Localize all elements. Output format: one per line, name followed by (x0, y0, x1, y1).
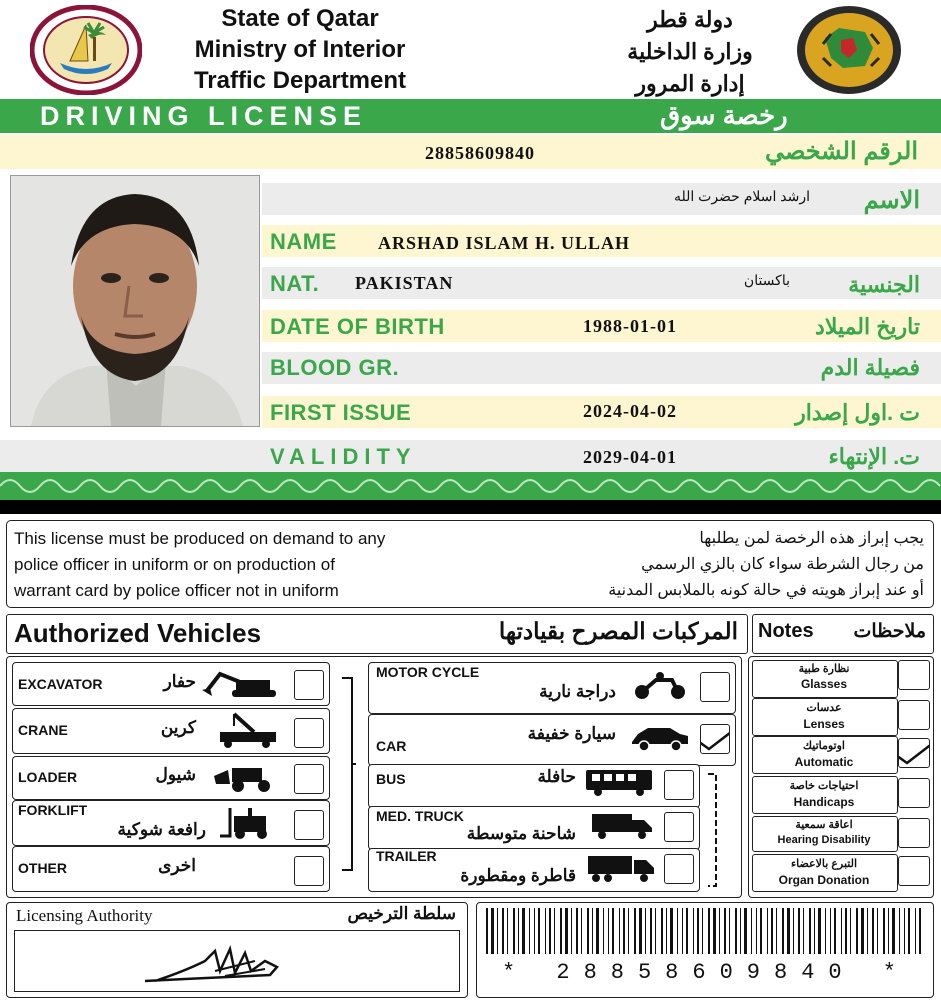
notes-title: Notes (758, 620, 814, 642)
name-value: ARSHAD ISLAM H. ULLAH (378, 233, 631, 253)
vehicle-checkbox[interactable] (294, 764, 324, 794)
signature-icon (15, 931, 459, 991)
issue-label-ar: ت .اول إصدار (795, 400, 920, 425)
issue-label: FIRST ISSUE (270, 400, 412, 425)
validity-value: 2029-04-01 (583, 447, 677, 467)
note-label: Hearing Disability (777, 834, 871, 846)
notes-title-ar: ملاحظات (853, 621, 926, 642)
vehicle-label: CAR (376, 738, 407, 754)
license-back (0, 514, 941, 1000)
vehicle-label: EXCAVATOR (18, 676, 103, 692)
barcode-icon (484, 908, 924, 954)
note-checkbox[interactable] (898, 856, 930, 886)
qatar-emblem-icon (30, 5, 142, 95)
vehicle-checkbox[interactable] (294, 856, 324, 886)
vehicle-label-ar: قاطرة ومقطورة (460, 866, 576, 885)
bracket-icon (702, 770, 732, 895)
notice-ar-1: يجب إبراز هذه الرخصة لمن يطلبها (699, 530, 924, 547)
card-divider (0, 500, 941, 514)
authorized-title-ar: المركبات المصرح بقيادتها (498, 618, 738, 644)
note-checkbox[interactable] (898, 818, 930, 848)
name-ar-value: ارشد اسلام حضرت الله (673, 188, 810, 204)
signature-box (14, 930, 460, 992)
nat-value-ar: باكستان (743, 272, 790, 288)
vehicle-label-ar: شيول (155, 765, 196, 784)
blood-label-ar: فصيلة الدم (820, 355, 920, 380)
header-line-1: State of Qatar (221, 5, 379, 32)
vehicle-label-ar: كرين (160, 718, 196, 737)
notice-en-2: police officer in uniform or on production of (14, 555, 335, 574)
note-label-ar: اعاقة سمعية (795, 819, 853, 831)
notice-ar-2: من رجال الشرطة سواء كان بالزي الرسمي (641, 556, 924, 573)
license-title-ar: رخصة سوق (660, 100, 788, 130)
vehicle-label-ar: اخرى (158, 856, 196, 875)
truck-icon (590, 810, 654, 845)
blood-label: BLOOD GR. (270, 355, 400, 380)
vehicle-checkbox-car[interactable] (700, 724, 730, 754)
note-label: Automatic (794, 755, 854, 769)
note-label: Glasses (800, 677, 848, 691)
vehicle-label-ar: شاحنة متوسطة (466, 824, 576, 843)
header-ar-line-1: دولة قطر (647, 7, 733, 32)
personal-no-label-ar: الرقم الشخصي (764, 138, 918, 165)
note-label-ar: نظارة طبية (798, 663, 850, 675)
excavator-icon (202, 670, 282, 703)
vehicle-checkbox[interactable] (700, 672, 730, 702)
vehicle-checkbox[interactable] (294, 670, 324, 700)
vehicle-checkbox[interactable] (664, 854, 694, 884)
issue-value: 2024-04-02 (583, 401, 677, 421)
holder-photo (10, 175, 260, 427)
vehicle-checkbox[interactable] (294, 718, 324, 748)
note-label: Handicaps (793, 795, 855, 809)
vehicle-label: LOADER (18, 769, 78, 785)
car-icon (630, 722, 690, 757)
authorized-title: Authorized Vehicles (14, 618, 262, 648)
note-checkbox[interactable] (898, 660, 930, 690)
loader-icon (212, 762, 282, 797)
vehicle-label: OTHER (18, 860, 67, 876)
notice-en-3: warrant card by police officer not in uniform (14, 581, 339, 600)
vehicle-label: MOTOR CYCLE (376, 664, 480, 680)
bracket-icon (336, 674, 360, 879)
license-title: DRIVING LICENSE (40, 101, 368, 131)
notice-ar-3: أو عند إبراز هويته في حالة كونه بالملابس المدنية (608, 582, 924, 599)
nat-label: NAT. (270, 271, 320, 296)
vehicle-label-ar: دراجة نارية (539, 682, 616, 701)
header-line-3: Traffic Department (193, 67, 407, 94)
dob-label: DATE OF BIRTH (270, 314, 445, 339)
vehicle-checkbox[interactable] (664, 770, 694, 800)
authority-label-ar: سلطة الترخيص (347, 904, 456, 923)
vehicle-label: BUS (376, 771, 406, 787)
check-icon (701, 725, 729, 753)
note-label-ar: اوتوماتيك (802, 740, 845, 752)
trailer-icon (586, 852, 656, 889)
note-label: Organ Donation (778, 873, 870, 887)
notice-en-1: This license must be produced on demand to any (14, 529, 386, 548)
crane-icon (214, 712, 284, 753)
vehicle-label-ar: حافلة (537, 767, 576, 786)
motorcycle-icon (630, 670, 690, 705)
bus-icon (584, 768, 654, 801)
nat-value: PAKISTAN (355, 273, 454, 293)
note-checkbox[interactable] (898, 700, 930, 730)
forklift-icon (218, 806, 282, 845)
name-ar-label: الاسم (863, 187, 920, 214)
note-checkbox-automatic[interactable] (898, 738, 930, 768)
vehicle-label-ar: رافعة شوكية (117, 820, 206, 839)
dob-value: 1988-01-01 (583, 316, 677, 336)
note-label: Lenses (803, 717, 845, 731)
decorative-band (0, 472, 941, 500)
vehicle-checkbox[interactable] (294, 810, 324, 840)
nat-label-ar: الجنسية (848, 272, 920, 297)
validity-label: VALIDITY (270, 444, 417, 469)
header-ar-line-3: إدارة المرور (635, 71, 745, 96)
note-label-ar: عدسات (806, 702, 842, 714)
header-line-2: Ministry of Interior (194, 36, 406, 63)
vehicle-label: TRAILER (376, 848, 437, 864)
barcode-number: * 28858609840 * (501, 960, 911, 985)
vehicle-label-ar: سيارة خفيفة (527, 724, 616, 743)
vehicle-label: CRANE (18, 722, 68, 738)
vehicle-label-ar: حفار (163, 672, 196, 691)
vehicle-label: MED. TRUCK (376, 808, 464, 824)
name-label: NAME (270, 229, 337, 254)
vehicle-checkbox[interactable] (664, 812, 694, 842)
dob-label-ar: تاريخ الميلاد (815, 314, 920, 339)
gcc-emblem-icon (795, 4, 903, 96)
check-icon (899, 739, 929, 767)
vehicle-label: FORKLIFT (18, 802, 88, 818)
authority-label: Licensing Authority (16, 906, 153, 925)
personal-no-value: 28858609840 (425, 143, 535, 163)
header-ar-line-2: وزارة الداخلية (627, 39, 753, 64)
note-checkbox[interactable] (898, 778, 930, 808)
note-label-ar: التبرع بالاعضاء (790, 858, 858, 870)
validity-label-ar: ت. الإنتهاء (828, 444, 920, 469)
note-label-ar: احتياجات خاصة (789, 780, 859, 792)
